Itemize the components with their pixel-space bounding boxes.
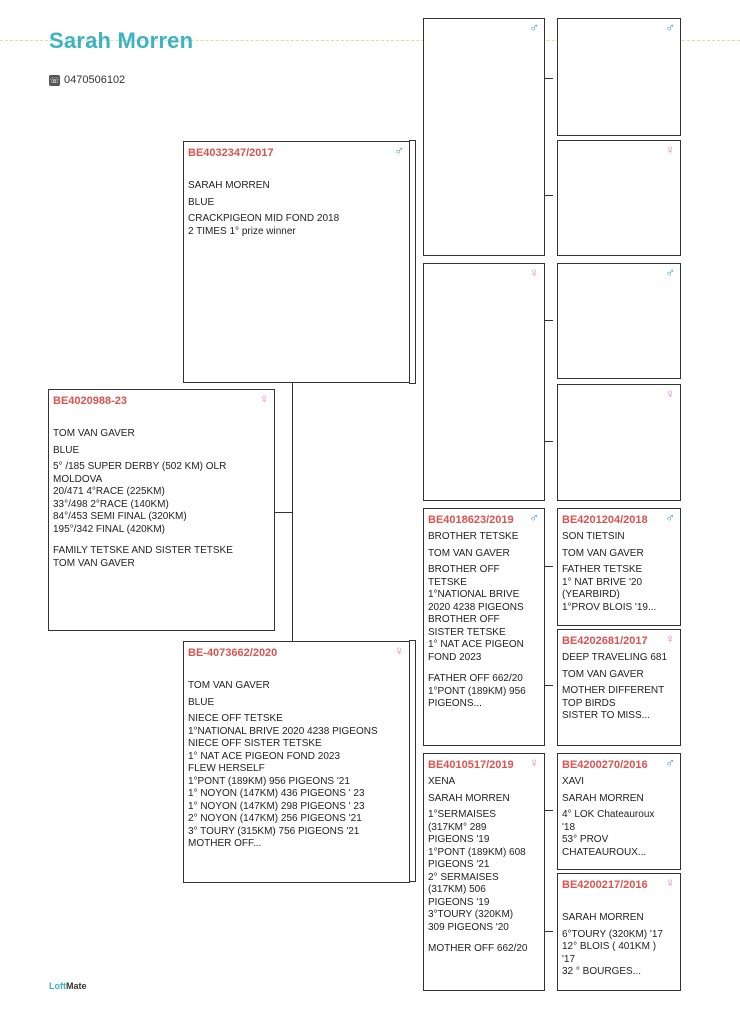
owner: SARAH MORREN [188, 180, 270, 191]
color: BLUE [188, 696, 215, 708]
pedigree-card-fmm[interactable] [557, 384, 681, 501]
pigeon-name: XENA [428, 776, 456, 787]
color: BLUE [53, 444, 80, 456]
ring-number: BE4010517/2019 [428, 759, 514, 771]
pedigree-notes: FATHER TETSKE 1° NAT BRIVE '20 (YEARBIRD) 1°PROV BLOIS '19... [562, 564, 657, 613]
ring-number: BE4202681/2017 [562, 635, 648, 647]
pedigree-card-mother[interactable] [183, 641, 410, 883]
male-icon: ♂ [665, 265, 675, 280]
female-icon: ♀ [665, 631, 675, 646]
pedigree-notes: 4° LOK Chateauroux '18 53° PROV CHATEAUROUX... [562, 809, 655, 858]
ring-number: BE4200217/2016 [562, 879, 648, 891]
owner: TOM VAN GAVER [53, 428, 135, 439]
female-icon: ♀ [665, 142, 675, 157]
pigeon-name: BROTHER TETSKE [428, 531, 519, 542]
pigeon-name: DEEP TRAVELING 681 [562, 652, 668, 663]
pedigree-notes: 6°TOURY (320KM) '17 12° BLOIS ( 401KM ) '17 32 ° BOURGES... [562, 928, 663, 977]
page-title: Sarah Morren [49, 28, 194, 53]
pedigree-notes: NIECE OFF TETSKE 1°NATIONAL BRIVE 2020 4238 PIGEONS NIECE OFF SISTER TETSKE 1° NAT ACE PIGEON FOND 2023 FLEW HERSELF 1°PONT (189KM) 956 PIGEONS '21 1° NOYON (147KM) 436 PIGEONS ' 23 1° NOYON (147KM) 298 PIGEONS ' 23 2° NOYON (147KM) 256 PIGEONS '21 3° TOURY (315KM) 756 PIGEONS '21 MOTHER OFF... [188, 713, 378, 849]
ring-number: BE4200270/2016 [562, 759, 648, 771]
phone-number: 0470506102 [64, 74, 126, 86]
brand-loft: Loft [49, 981, 66, 991]
ring-number: BE4032347/2017 [188, 147, 274, 159]
pedigree-notes: 5° /185 SUPER DERBY (502 KM) OLR MOLDOVA 20/471 4°RACE (225KM) 33°/498 2°RACE (140KM) 84°/453 SEMI FINAL (320KM) 195°/342 FINAL (420KM) [53, 461, 227, 535]
pedigree-notes-extra: FATHER OFF 662/20 1°PONT (189KM) 956 PIGEONS... [428, 673, 526, 709]
pedigree-notes: CRACKPIGEON MID FOND 2018 2 TIMES 1° prize winner [188, 213, 340, 237]
pedigree-card-father[interactable] [183, 141, 410, 383]
footer-brand [49, 981, 87, 991]
owner: TOM VAN GAVER [188, 680, 270, 691]
ring-number: BE4201204/2018 [562, 514, 648, 526]
pedigree-notes-extra: MOTHER OFF 662/20 [428, 943, 528, 954]
male-icon: ♂ [665, 20, 675, 35]
pedigree-notes: BROTHER OFF TETSKE 1°NATIONAL BRIVE 2020 4238 PIGEONS BROTHER OFF SISTER TETSKE 1° NAT ACE PIGEON FOND 2023 [428, 564, 524, 663]
pedigree-notes: MOTHER DIFFERENT TOP BIRDS SISTER TO MISS... [562, 685, 665, 721]
male-icon: ♂ [665, 755, 675, 770]
pedigree-card-ffm[interactable] [557, 140, 681, 256]
owner: TOM VAN GAVER [428, 547, 510, 559]
pedigree-card-fm[interactable] [423, 263, 545, 501]
phone-icon: ☏ [49, 75, 60, 85]
pedigree-card-subject[interactable] [48, 389, 275, 631]
ring-number: BE-4073662/2020 [188, 647, 278, 659]
female-icon: ♀ [529, 265, 539, 280]
pedigree-card-mfm[interactable] [557, 629, 681, 746]
female-icon: ♀ [259, 391, 269, 406]
female-icon: ♀ [665, 386, 675, 401]
owner: SARAH MORREN [562, 912, 644, 923]
male-icon: ♂ [665, 510, 675, 525]
ring-number: BE4020988-23 [53, 395, 128, 407]
owner: SARAH MORREN [562, 792, 644, 804]
pigeon-name: XAVI [562, 776, 585, 787]
ring-number: BE4018623/2019 [428, 514, 514, 526]
owner: TOM VAN GAVER [562, 547, 644, 559]
connector [409, 140, 416, 384]
pedigree-card-mm[interactable] [423, 753, 545, 991]
connector [544, 320, 553, 442]
female-icon: ♀ [665, 875, 675, 890]
pedigree-card-fmf[interactable] [557, 263, 681, 379]
connector [292, 383, 293, 643]
connector [544, 810, 553, 932]
connector [274, 512, 292, 513]
female-icon: ♀ [394, 643, 404, 658]
male-icon: ♂ [529, 510, 539, 525]
pedigree-card-fff[interactable] [557, 18, 681, 136]
male-icon: ♂ [394, 143, 404, 158]
pedigree-notes: 1°SERMAISES (317KM° 289 PIGEONS '19 1°PONT (189KM) 608 PIGEONS '21 2° SERMAISES (317KM) 506 PIGEONS '19 3°TOURY (320KM) 309 PIGEONS '20 [428, 809, 526, 933]
pedigree-card-mmf[interactable] [557, 753, 681, 870]
connector [409, 640, 416, 882]
pedigree-card-ff[interactable] [423, 18, 545, 256]
male-icon: ♂ [529, 20, 539, 35]
pedigree-card-mf[interactable] [423, 508, 545, 746]
connector [544, 566, 553, 686]
pedigree-card-mmm[interactable] [557, 873, 681, 991]
female-icon: ♀ [529, 755, 539, 770]
pedigree-card-mff[interactable] [557, 508, 681, 626]
owner: SARAH MORREN [428, 792, 510, 804]
pedigree-notes-family: FAMILY TETSKE AND SISTER TETSKE TOM VAN GAVER [53, 545, 233, 569]
phone-contact [49, 74, 125, 86]
owner: TOM VAN GAVER [562, 668, 644, 680]
color: BLUE [188, 196, 215, 208]
connector [544, 78, 553, 196]
pigeon-name: SON TIETSIN [562, 531, 625, 542]
brand-mate: Mate [66, 981, 87, 991]
